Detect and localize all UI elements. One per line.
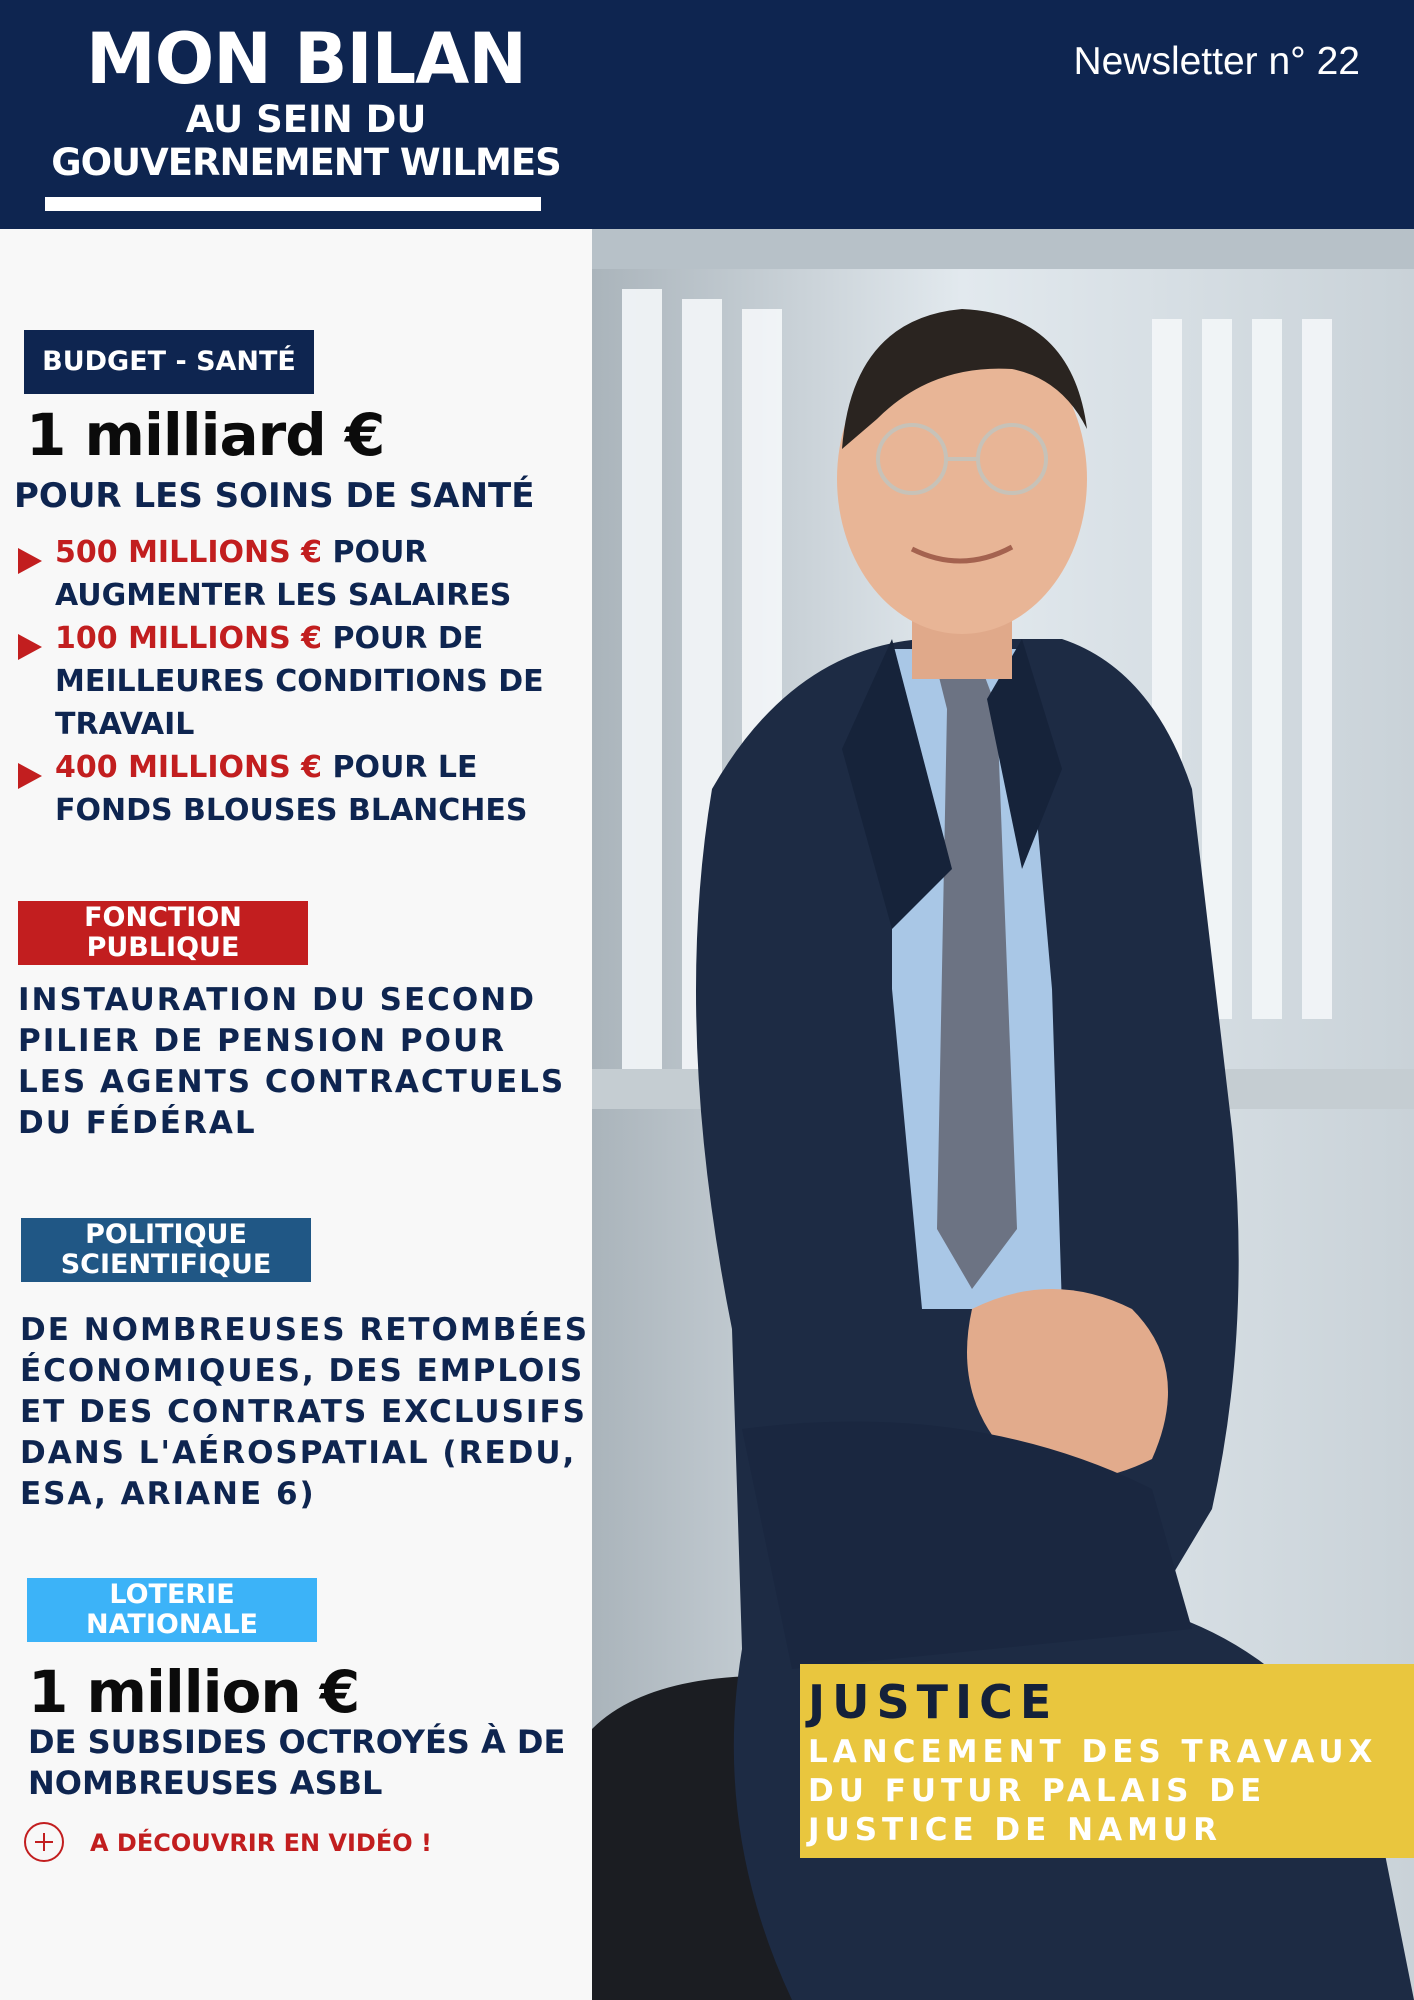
fonction-publique-text: INSTAURATION DU SECOND PILIER DE PENSION POUR LES AGENTS CONTRACTUELS DU FÉDÉRAL bbox=[18, 982, 566, 1141]
justice-title: JUSTICE bbox=[808, 1675, 1059, 1729]
badge-loterie-nationale bbox=[27, 1578, 317, 1642]
badge-line: POLITIQUE bbox=[85, 1219, 247, 1250]
bullet-text: POUR DE MEILLEURES CONDITIONS DE TRAVAIL bbox=[55, 621, 544, 742]
badge-budget-sante: BUDGET - SANTÉ bbox=[24, 330, 314, 394]
bullet-highlight: 100 MILLIONS € bbox=[55, 621, 323, 656]
bullet-highlight: 500 MILLIONS € bbox=[55, 535, 323, 570]
badge-line: NATIONALE bbox=[86, 1609, 258, 1640]
list-item bbox=[18, 531, 592, 617]
page-subtitle-line2: GOUVERNEMENT WILMES bbox=[51, 141, 561, 184]
list-item bbox=[18, 746, 592, 832]
badge-line: PUBLIQUE bbox=[86, 932, 240, 963]
badge-line: SCIENTIFIQUE bbox=[60, 1249, 272, 1280]
triangle-bullet-icon bbox=[18, 763, 42, 789]
page-subtitle-line1: AU SEIN DU bbox=[185, 98, 427, 141]
list-item bbox=[18, 617, 592, 746]
video-link[interactable]: A DÉCOUVRIR EN VIDÉO ! bbox=[90, 1829, 432, 1857]
page-title: MON BILAN bbox=[86, 18, 526, 100]
budget-subtitle: POUR LES SOINS DE SANTÉ bbox=[14, 476, 535, 516]
badge-fonction-publique bbox=[18, 901, 308, 965]
title-underline bbox=[45, 197, 541, 211]
budget-amount: 1 milliard € bbox=[26, 401, 385, 469]
politique-scientifique-text: DE NOMBREUSES RETOMBÉES ÉCONOMIQUES, DES EMPLOIS ET DES CONTRATS EXCLUSIFS DANS L'AÉROSPATIAL (REDU, ESA, ARIANE 6) bbox=[20, 1312, 590, 1512]
triangle-bullet-icon bbox=[18, 634, 42, 660]
justice-text: LANCEMENT DES TRAVAUX DU FUTUR PALAIS DE JUSTICE DE NAMUR bbox=[808, 1734, 1378, 1848]
badge-line: FONCTION bbox=[84, 902, 242, 933]
loterie-subtitle: DE SUBSIDES OCTROYÉS À DE NOMBREUSES ASBL bbox=[28, 1723, 566, 1802]
loterie-amount: 1 million € bbox=[28, 1658, 360, 1726]
badge-politique-scientifique bbox=[21, 1218, 311, 1282]
bullet-highlight: 400 MILLIONS € bbox=[55, 750, 323, 785]
bullet-text: POUR AUGMENTER LES SALAIRES bbox=[55, 535, 512, 613]
badge-line: LOTERIE bbox=[109, 1579, 235, 1610]
triangle-bullet-icon bbox=[18, 548, 42, 574]
newsletter-number: Newsletter n° 22 bbox=[1073, 40, 1360, 83]
budget-bullet-list bbox=[18, 531, 592, 832]
plus-circle-icon[interactable] bbox=[24, 1822, 64, 1862]
bullet-text: POUR LE FONDS BLOUSES BLANCHES bbox=[55, 750, 528, 828]
